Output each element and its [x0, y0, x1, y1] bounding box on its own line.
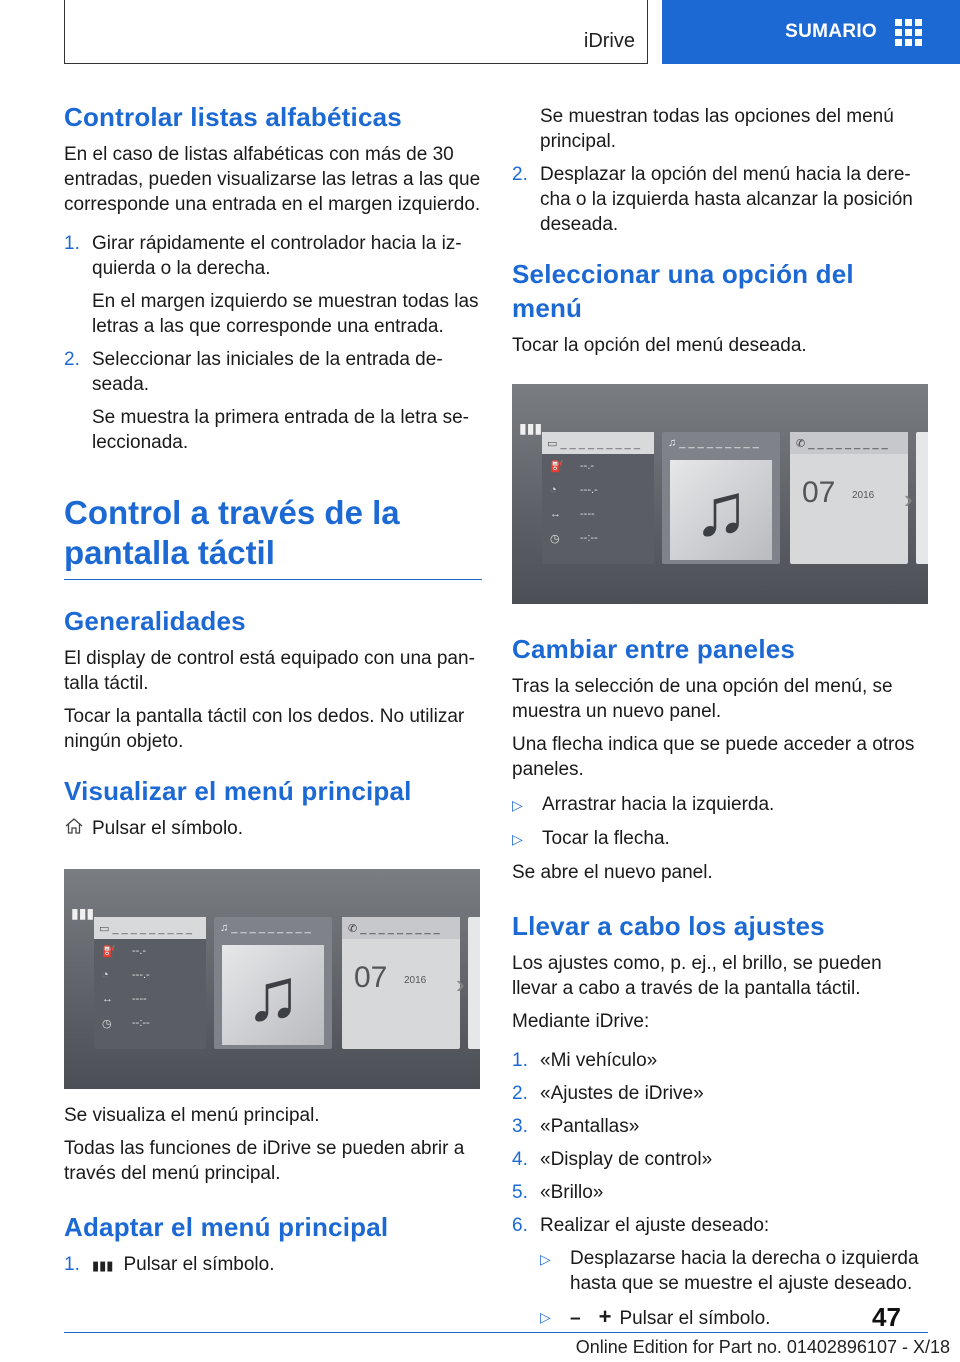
step-text: Realizar el ajuste deseado:	[540, 1215, 770, 1236]
sumario-button[interactable]	[662, 0, 960, 64]
para-cambiar1: Tras la selección de una opción del menú, se muestra un nuevo panel.	[512, 676, 893, 722]
list-item	[512, 1048, 930, 1073]
music-note-icon: ♫	[670, 460, 772, 560]
step-text: «Ajustes de iDrive»	[540, 1083, 704, 1104]
list-item	[64, 1252, 482, 1278]
vehicle-panel-header: ▭ _ _ _ _ _ _ _ _ _	[94, 917, 206, 939]
step-text: Seleccionar las iniciales de la entrada de‐seada.	[92, 349, 443, 395]
vehicle-row: ◔ ---.-	[550, 484, 598, 496]
para-gen2: Tocar la pantalla táctil con los dedos. No utilizar ningún objeto.	[64, 706, 465, 752]
menu-adjust-icon: ▮▮▮	[92, 1258, 114, 1273]
step-text: «Mi vehículo»	[540, 1050, 658, 1071]
footer-edition: Online Edition for Part no. 01402896107 - X/18	[575, 1337, 950, 1357]
list-item	[512, 1213, 930, 1331]
step-text: «Brillo»	[540, 1182, 604, 1203]
range-icon: ↔	[102, 993, 113, 1005]
media-panel-header: ♫ _ _ _ _ _ _ _ _ _	[220, 922, 311, 934]
clock-icon: ◷	[102, 1017, 112, 1030]
minus-icon: –	[570, 1308, 581, 1329]
fuel-icon: ⛽	[102, 945, 116, 958]
menu-adjust-icon: ▮▮▮	[71, 905, 95, 921]
step-text: «Pantallas»	[540, 1116, 640, 1137]
vehicle-row: ⛽ --.-	[102, 945, 147, 958]
vehicle-row: ⛽ --.-	[550, 460, 595, 473]
heading-visualizar: Visualizar el menú principal	[64, 776, 412, 806]
para-tocar-opcion: Tocar la opción del menú deseada.	[512, 335, 807, 356]
gauge-icon: ◔	[550, 484, 557, 496]
para-abre: Se abre el nuevo panel.	[512, 862, 713, 883]
phone-panel	[790, 432, 908, 564]
media-panel	[662, 432, 780, 564]
phone-panel	[342, 917, 460, 1049]
media-panel	[214, 917, 332, 1049]
heading-adaptar: Adaptar el menú principal	[64, 1212, 389, 1242]
right-column	[512, 104, 930, 1331]
date-year: 2016	[404, 975, 427, 986]
list-item	[512, 162, 930, 237]
media-panel-header: ♫ _ _ _ _ _ _ _ _ _	[668, 437, 759, 449]
heading-alfabeticas: Controlar listas alfabéticas	[64, 102, 402, 132]
vehicle-row: ◷ --:--	[102, 1017, 150, 1030]
step-number: 1.	[64, 233, 80, 254]
list-item	[512, 1180, 930, 1205]
chevron-right-icon: ›	[904, 484, 913, 514]
triangle-bullet-icon: ▷	[512, 797, 523, 813]
menu-adjust-icon: ▮▮▮	[519, 420, 543, 436]
home-icon	[64, 816, 92, 843]
list-item	[512, 104, 930, 154]
gauge-icon: ◔	[102, 969, 109, 981]
date-year: 2016	[852, 490, 875, 501]
vehicle-row: ◷ --:--	[550, 532, 598, 545]
step-number: 1.	[512, 1050, 528, 1071]
chapter-title: Control a través de la pantalla táctil	[64, 493, 482, 580]
bullet-text: Tocar la flecha.	[542, 828, 670, 849]
step-number: 2.	[64, 349, 80, 370]
clock-icon: ◷	[550, 532, 560, 545]
step-subtext: Se muestran todas las opciones del menú principal.	[540, 106, 894, 152]
step-number: 4.	[512, 1149, 528, 1170]
para-gen1: El display de control está equipado con una pan‐talla táctil.	[64, 648, 475, 694]
bullet-text: Pulsar el símbolo.	[619, 1308, 771, 1329]
triangle-bullet-icon: ▷	[540, 1309, 551, 1325]
heading-ajustes: Llevar a cabo los ajustes	[512, 911, 825, 941]
step-number: 2.	[512, 1083, 528, 1104]
list-item	[540, 1246, 930, 1296]
list-item	[512, 1081, 930, 1106]
date-day: 07	[802, 476, 836, 509]
para-alfabeticas: En el caso de listas alfabéticas con más de 30 entradas, pueden visualizarse las letras a las que corresponde una entrada en el margen izquierdo.	[64, 144, 481, 215]
vehicle-row: ↔ ----	[550, 508, 595, 520]
chevron-right-icon: ›	[456, 969, 465, 999]
step-number: 3.	[512, 1116, 528, 1137]
phone-panel-header: ✆ _ _ _ _ _ _ _ _ _	[342, 917, 460, 939]
home-instruction	[64, 816, 482, 843]
next-panel	[468, 917, 480, 1049]
date-day: 07	[354, 961, 388, 994]
para-visualiza: Se visualiza el menú principal.	[64, 1105, 320, 1126]
step-text: Pulsar el símbolo.	[123, 1254, 275, 1275]
main-menu-screenshot	[64, 869, 480, 1089]
step-text: Girar rápidamente el controlador hacia la iz‐quierda o la derecha.	[92, 233, 462, 279]
plus-icon: +	[598, 1304, 612, 1329]
step-subtext: En el margen izquierdo se muestran todas las letras a las que corresponde una entrada.	[92, 291, 479, 337]
music-note-icon: ♫	[222, 945, 324, 1045]
fuel-icon: ⛽	[550, 460, 564, 473]
para-mediante: Mediante iDrive:	[512, 1011, 650, 1032]
step-number: 1.	[64, 1254, 80, 1275]
grid-menu-icon	[895, 19, 922, 46]
menu-option-screenshot	[512, 384, 928, 604]
list-item	[64, 347, 482, 455]
step-number: 5.	[512, 1182, 528, 1203]
vehicle-panel	[94, 917, 206, 1049]
phone-panel-header: ✆ _ _ _ _ _ _ _ _ _	[790, 432, 908, 454]
left-column	[64, 100, 482, 1278]
triangle-bullet-icon: ▷	[512, 831, 523, 847]
para-funciones: Todas las funciones de iDrive se pueden abrir a través del menú principal.	[64, 1138, 465, 1184]
range-icon: ↔	[550, 508, 561, 520]
step-number: 2.	[512, 164, 528, 185]
vehicle-row: ↔ ----	[102, 993, 147, 1005]
next-panel	[916, 432, 928, 564]
triangle-bullet-icon: ▷	[540, 1251, 551, 1267]
step-subtext: Se muestra la primera entrada de la letra se‐leccionada.	[92, 407, 470, 453]
step-text: «Display de control»	[540, 1149, 713, 1170]
page-number: 47	[872, 1302, 901, 1332]
sumario-label: SUMARIO	[785, 21, 877, 42]
home-instruction-text: Pulsar el símbolo.	[92, 818, 244, 839]
vehicle-panel	[542, 432, 654, 564]
header-box	[64, 0, 648, 64]
heading-cambiar: Cambiar entre paneles	[512, 634, 796, 664]
footer-divider	[64, 1332, 928, 1333]
list-item	[512, 792, 930, 818]
para-ajustes: Los ajustes como, p. ej., el brillo, se pueden llevar a cabo a través de la pantalla táctil.	[512, 953, 882, 999]
heading-generalidades: Generalidades	[64, 606, 246, 636]
para-cambiar2: Una flecha indica que se puede acceder a otros paneles.	[512, 734, 915, 780]
step-number: 6.	[512, 1215, 528, 1236]
list-item	[64, 231, 482, 339]
vehicle-panel-header: ▭ _ _ _ _ _ _ _ _ _	[542, 432, 654, 454]
section-title: iDrive	[583, 30, 635, 52]
list-item	[512, 1147, 930, 1172]
bullet-text: Arrastrar hacia la izquierda.	[542, 794, 775, 815]
bullet-text: Desplazarse hacia la derecha o izquierda hasta que se muestre el ajuste deseado.	[570, 1248, 919, 1294]
heading-seleccionar: Seleccionar una opción del menú	[512, 259, 854, 323]
vehicle-row: ◔ ---.-	[102, 969, 150, 981]
step-text: Desplazar la opción del menú hacia la dere‐cha o la izquierda hasta alcanzar la posición deseada.	[540, 164, 913, 235]
list-item	[512, 1114, 930, 1139]
list-item	[512, 826, 930, 852]
